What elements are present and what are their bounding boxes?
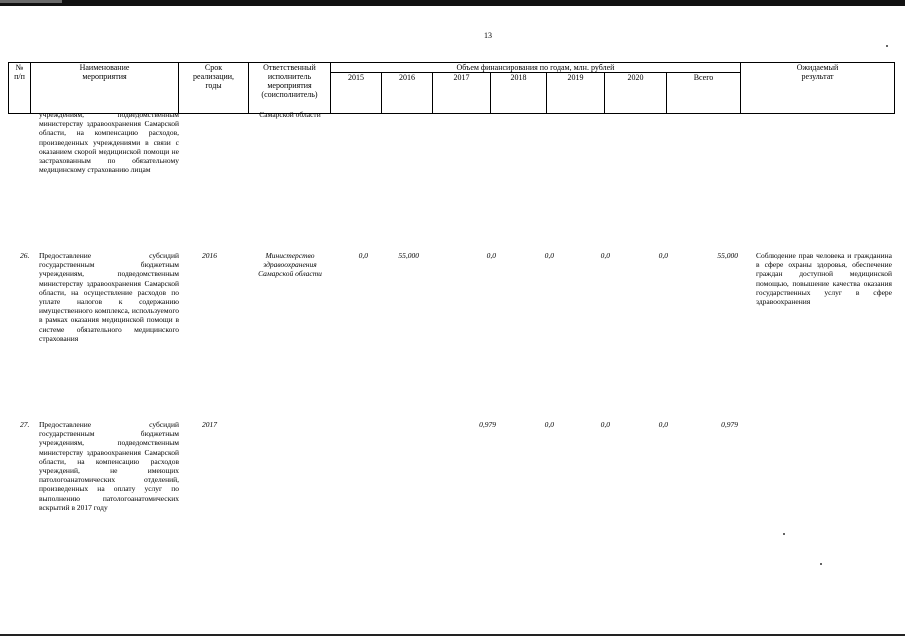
header-year-2019: 2019: [547, 73, 605, 114]
table-row-value-2018: 0,0: [544, 251, 554, 260]
table-row-number: 26.: [20, 251, 30, 260]
header-name: Наименование мероприятия: [31, 63, 179, 114]
page-number: 13: [484, 31, 492, 40]
scan-speck: [783, 533, 785, 535]
table-row-value-2017: 0,0: [486, 251, 496, 260]
header-number: № п/п: [9, 63, 31, 114]
table-row-name: учреждениям, подведомственным министерству здравоохранения Самарской области, на компенсацию расходов, произведенных учреждениями в связи с оказанием скорой медицинской помощи не застрахованным по обязательному медицинскому страхованию лицам: [39, 110, 179, 175]
table-row-name: Предоставление субсидий государственным бюджетным учреждениям, подведомственным министерству здравоохранения Самарской области, на осуществление расходов по уплате налогов к содержанию имущественного комплекса, используемого в рамках оказания медицинской помощи в системе обязательного медицинского страхования: [39, 251, 179, 343]
table-row-responsible: Самарской области: [259, 110, 321, 119]
scan-bottom-border: [0, 634, 905, 636]
header-year-2015: 2015: [331, 73, 382, 114]
table-row-value-2018: 0,0: [544, 420, 554, 429]
table-row-number: 27.: [20, 420, 30, 429]
table-row-value-2019: 0,0: [600, 251, 610, 260]
table-row-value-2020: 0,0: [658, 420, 668, 429]
funding-table-header: [8, 62, 895, 114]
scan-speck: [820, 563, 822, 565]
table-row-result: Соблюдение прав человека и гражданина в сфере охраны здоровья, обеспечение граждан доступной медицинской помощью, повышение качества оказания государственных услуг в сфере здравоохранения: [756, 251, 892, 307]
table-row-value-2020: 0,0: [658, 251, 668, 260]
table-row-term: 2017: [202, 420, 217, 429]
table-row-term: 2016: [202, 251, 217, 260]
header-responsible: Ответственный исполнитель мероприятия (соисполнитель): [249, 63, 331, 114]
table-row-value-2016: 55,000: [398, 251, 419, 260]
table-row-value-total: 55,000: [717, 251, 738, 260]
header-year-2018: 2018: [491, 73, 547, 114]
header-year-2020: 2020: [605, 73, 667, 114]
header-result: Ожидаемый результат: [741, 63, 895, 114]
table-row-value-2019: 0,0: [600, 420, 610, 429]
scan-top-border: [0, 0, 905, 6]
table-row-value-total: 0,979: [721, 420, 738, 429]
scan-speck: [886, 45, 888, 47]
table-row-value-2015: 0,0: [358, 251, 368, 260]
header-year-2016: 2016: [382, 73, 433, 114]
header-term: Срок реализации, годы: [179, 63, 249, 114]
header-year-2017: 2017: [433, 73, 491, 114]
table-row-value-2017: 0,979: [479, 420, 496, 429]
header-total: Всего: [667, 73, 741, 114]
header-funding: Объем финансирования по годам, млн. рублей: [331, 63, 741, 73]
table-row-name: Предоставление субсидий государственным бюджетным учреждениям, подведомственным министерству здравоохранения Самарской области, на компенсацию расходов учреждений, не имеющих патологоанатомических отделений, произведенных на оплату услуг по выполнению патологоанатомических вскрытий в 2017 году: [39, 420, 179, 512]
scan-top-tag: [0, 0, 62, 3]
table-row-responsible: Министерство здравоохранения Самарской области: [258, 251, 322, 279]
